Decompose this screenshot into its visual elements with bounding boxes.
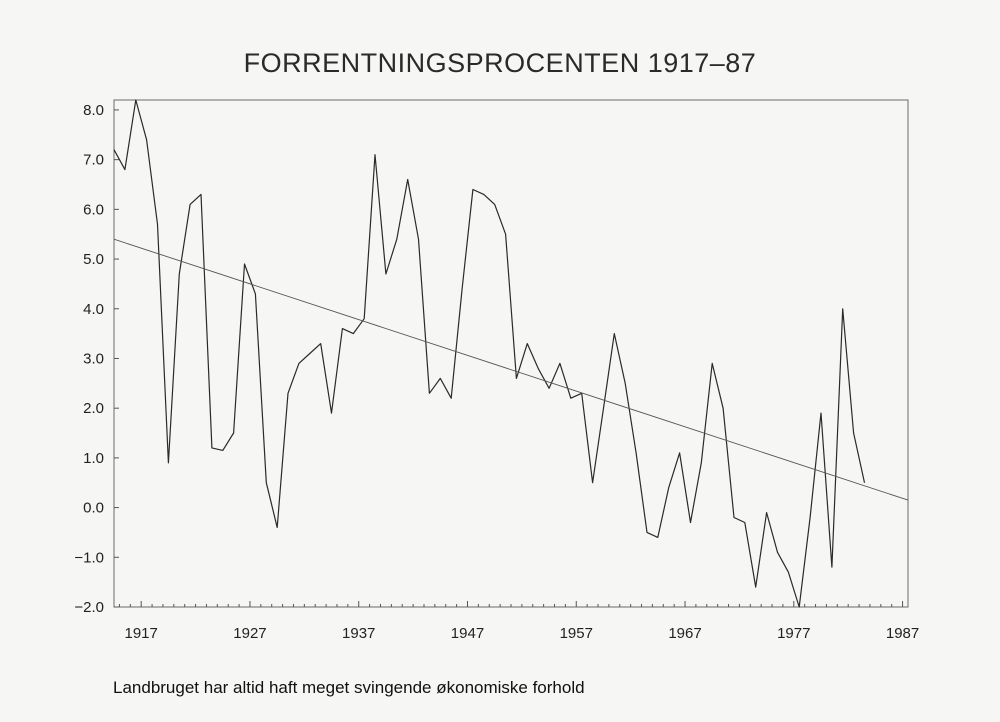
series-line bbox=[114, 100, 865, 607]
y-tick-label: 1.0 bbox=[83, 449, 104, 467]
chart-title: FORRENTNINGSPROCENTEN 1917–87 bbox=[243, 48, 757, 78]
x-tick-label: 1927 bbox=[233, 625, 267, 642]
x-tick-label: 1977 bbox=[777, 625, 811, 642]
x-tick-label: 1987 bbox=[885, 625, 920, 642]
y-tick-label: 7.0 bbox=[83, 151, 104, 169]
y-axis bbox=[74, 102, 119, 616]
y-tick-label: −2.0 bbox=[74, 599, 104, 616]
y-tick-label: 2.0 bbox=[83, 400, 104, 418]
caption: Landbruget har altid haft meget svingende økonomiske forhold bbox=[113, 678, 585, 697]
x-tick-label: 1967 bbox=[668, 625, 702, 642]
y-tick-label: 5.0 bbox=[83, 251, 104, 269]
plot-frame bbox=[114, 100, 908, 607]
series-layer bbox=[114, 0, 908, 607]
y-tick-label: 3.0 bbox=[83, 350, 104, 368]
trend-line bbox=[114, 239, 908, 500]
x-tick-label: 1957 bbox=[559, 625, 593, 642]
x-tick-label: 1917 bbox=[124, 625, 158, 642]
x-tick-label: 1937 bbox=[342, 625, 376, 642]
y-tick-label: 8.0 bbox=[83, 101, 104, 119]
y-tick-label: 4.0 bbox=[83, 300, 104, 318]
y-tick-label: −1.0 bbox=[74, 549, 104, 567]
y-tick-label: 0.0 bbox=[83, 499, 104, 517]
y-tick-label: 6.0 bbox=[83, 201, 104, 219]
x-tick-label: 1947 bbox=[450, 625, 485, 642]
